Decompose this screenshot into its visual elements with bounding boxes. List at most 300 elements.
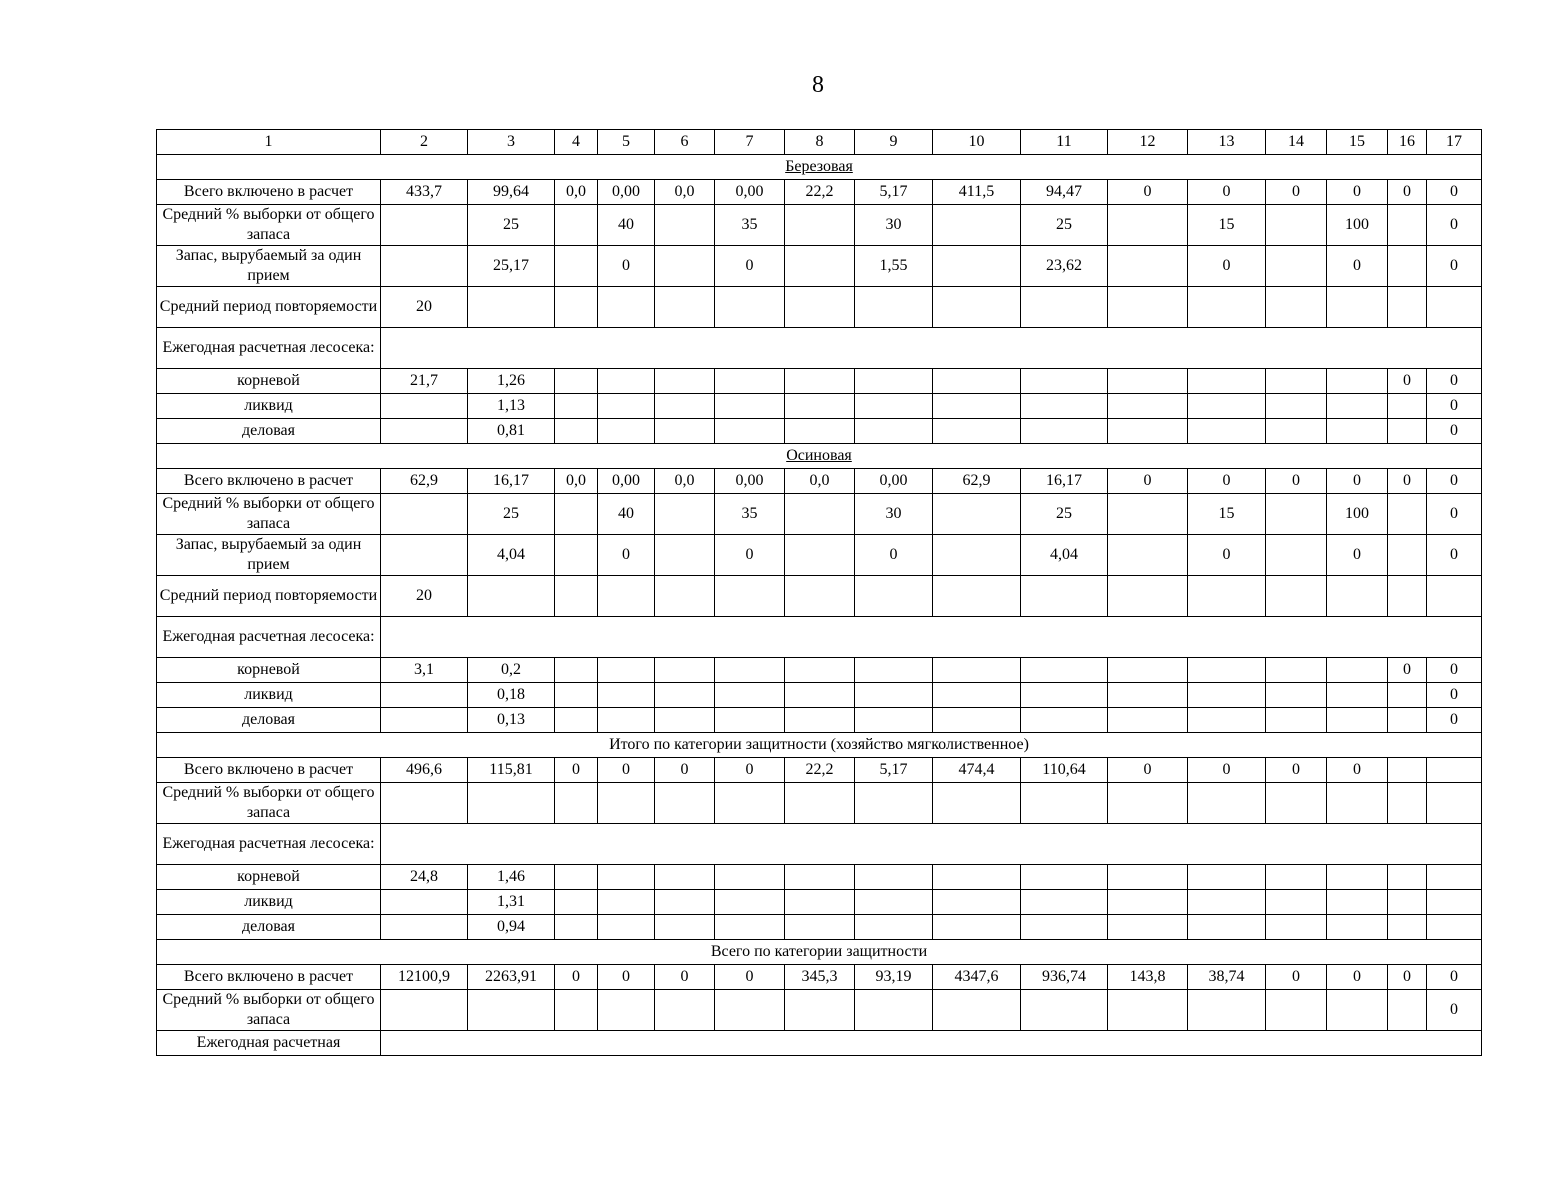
data-cell — [1108, 205, 1188, 246]
data-cell — [855, 783, 933, 824]
data-cell: 25 — [1021, 494, 1108, 535]
data-cell — [855, 890, 933, 915]
row-label: Ежегодная расчетная лесосека: — [157, 328, 381, 369]
data-cell: 5,17 — [855, 180, 933, 205]
data-cell — [1108, 535, 1188, 576]
data-cell — [1188, 990, 1266, 1031]
allowable-cut-table — [156, 129, 1482, 1056]
data-cell — [555, 783, 598, 824]
column-number-cell: 10 — [933, 130, 1021, 155]
data-cell: 0 — [1427, 246, 1482, 287]
data-cell: 0 — [715, 535, 785, 576]
data-cell: 62,9 — [933, 469, 1021, 494]
data-cell — [933, 394, 1021, 419]
data-cell: 100 — [1327, 494, 1388, 535]
data-cell — [715, 783, 785, 824]
data-cell — [1327, 287, 1388, 328]
row-label: деловая — [157, 419, 381, 444]
row-label: Всего включено в расчет — [157, 965, 381, 990]
data-cell: 21,7 — [381, 369, 468, 394]
data-cell: 4,04 — [468, 535, 555, 576]
data-cell — [855, 990, 933, 1031]
data-cell — [1388, 576, 1427, 617]
data-cell — [785, 535, 855, 576]
data-cell: 4,04 — [1021, 535, 1108, 576]
data-cell — [655, 246, 715, 287]
data-cell — [655, 890, 715, 915]
data-cell — [1108, 494, 1188, 535]
data-cell — [855, 287, 933, 328]
data-cell — [785, 915, 855, 940]
data-cell — [381, 683, 468, 708]
data-cell — [655, 494, 715, 535]
data-cell: 0,0 — [655, 180, 715, 205]
data-cell: 16,17 — [468, 469, 555, 494]
section-header-row — [157, 940, 1482, 965]
data-cell — [715, 394, 785, 419]
page-number: 8 — [812, 72, 824, 98]
data-cell: 433,7 — [381, 180, 468, 205]
data-cell — [855, 369, 933, 394]
data-cell — [1188, 915, 1266, 940]
data-cell — [1188, 394, 1266, 419]
data-cell: 1,55 — [855, 246, 933, 287]
row-label: Ежегодная расчетная — [157, 1031, 381, 1056]
data-cell — [381, 915, 468, 940]
data-cell — [1108, 419, 1188, 444]
section-header-row — [157, 155, 1482, 180]
data-cell — [1188, 783, 1266, 824]
data-cell — [598, 658, 655, 683]
data-cell — [381, 205, 468, 246]
data-cell — [1388, 246, 1427, 287]
data-cell — [1021, 865, 1108, 890]
column-number-cell: 7 — [715, 130, 785, 155]
data-cell — [381, 419, 468, 444]
data-cell — [555, 708, 598, 733]
data-cell: 0,0 — [785, 469, 855, 494]
data-cell — [555, 576, 598, 617]
row-label: Средний % выборки от общего запаса — [157, 990, 381, 1031]
data-cell: 936,74 — [1021, 965, 1108, 990]
data-cell — [855, 865, 933, 890]
data-cell — [1021, 287, 1108, 328]
data-cell — [1266, 865, 1327, 890]
data-cell — [1388, 205, 1427, 246]
data-cell: 30 — [855, 494, 933, 535]
data-cell: 0 — [1427, 708, 1482, 733]
data-cell — [1108, 708, 1188, 733]
row-label: ликвид — [157, 394, 381, 419]
data-cell — [1427, 915, 1482, 940]
data-cell — [1108, 990, 1188, 1031]
data-cell — [855, 394, 933, 419]
data-cell — [715, 287, 785, 328]
data-cell — [933, 205, 1021, 246]
data-cell — [1266, 708, 1327, 733]
subheader-row — [157, 824, 1482, 865]
section-header-row — [157, 444, 1482, 469]
section-title: Березовая — [785, 158, 853, 175]
data-cell — [555, 890, 598, 915]
data-cell: 0 — [555, 965, 598, 990]
data-cell: 0 — [1188, 758, 1266, 783]
data-cell — [598, 394, 655, 419]
data-cell: 474,4 — [933, 758, 1021, 783]
row-label: Всего включено в расчет — [157, 180, 381, 205]
data-cell — [785, 783, 855, 824]
data-cell: 0 — [715, 758, 785, 783]
row-label: Всего включено в расчет — [157, 469, 381, 494]
data-cell — [1266, 494, 1327, 535]
data-cell — [1108, 394, 1188, 419]
data-cell — [785, 419, 855, 444]
data-cell — [785, 990, 855, 1031]
data-cell — [1021, 890, 1108, 915]
data-cell: 0 — [1108, 758, 1188, 783]
data-cell: 143,8 — [1108, 965, 1188, 990]
data-cell — [1327, 708, 1388, 733]
data-cell: 38,74 — [1188, 965, 1266, 990]
subheader-row — [157, 1031, 1482, 1056]
data-cell — [785, 683, 855, 708]
data-cell: 0 — [1427, 369, 1482, 394]
data-cell — [468, 287, 555, 328]
data-cell — [381, 990, 468, 1031]
data-cell: 25,17 — [468, 246, 555, 287]
table-row — [157, 990, 1482, 1031]
data-cell — [1427, 783, 1482, 824]
data-cell — [1188, 708, 1266, 733]
data-cell — [1327, 783, 1388, 824]
data-cell: 115,81 — [468, 758, 555, 783]
table-row — [157, 246, 1482, 287]
data-cell — [655, 658, 715, 683]
data-cell: 345,3 — [785, 965, 855, 990]
data-cell — [785, 890, 855, 915]
data-cell: 0 — [715, 246, 785, 287]
table-row — [157, 369, 1482, 394]
data-cell — [785, 246, 855, 287]
data-cell: 0,18 — [468, 683, 555, 708]
data-cell — [1108, 369, 1188, 394]
merged-empty-cell — [381, 328, 1482, 369]
data-cell — [1266, 783, 1327, 824]
data-cell — [715, 658, 785, 683]
data-cell — [1327, 683, 1388, 708]
column-number-cell: 1 — [157, 130, 381, 155]
data-cell — [1388, 890, 1427, 915]
data-cell — [715, 419, 785, 444]
data-cell — [1327, 658, 1388, 683]
data-cell: 0 — [1266, 180, 1327, 205]
row-label: корневой — [157, 658, 381, 683]
data-cell: 0 — [1188, 246, 1266, 287]
data-cell — [1108, 683, 1188, 708]
data-cell: 0,0 — [555, 469, 598, 494]
data-cell: 25 — [468, 494, 555, 535]
data-cell: 0 — [1427, 683, 1482, 708]
section-title-cell — [157, 444, 1482, 469]
data-cell: 3,1 — [381, 658, 468, 683]
data-cell — [933, 783, 1021, 824]
data-cell: 0 — [1427, 494, 1482, 535]
data-cell: 0 — [598, 758, 655, 783]
column-number-cell: 15 — [1327, 130, 1388, 155]
data-cell — [598, 708, 655, 733]
data-cell — [555, 205, 598, 246]
column-number-cell: 6 — [655, 130, 715, 155]
data-cell — [598, 783, 655, 824]
data-cell — [1327, 576, 1388, 617]
data-cell — [933, 990, 1021, 1031]
column-number-cell: 16 — [1388, 130, 1427, 155]
data-cell: 20 — [381, 576, 468, 617]
table-row — [157, 890, 1482, 915]
data-cell — [855, 419, 933, 444]
data-cell — [1266, 205, 1327, 246]
data-cell — [1188, 369, 1266, 394]
data-cell — [785, 287, 855, 328]
data-cell — [555, 535, 598, 576]
section-title: Всего по категории защитности — [710, 943, 928, 960]
data-cell: 0 — [1427, 394, 1482, 419]
data-cell — [1388, 865, 1427, 890]
data-cell — [468, 576, 555, 617]
data-cell — [933, 246, 1021, 287]
data-cell — [785, 865, 855, 890]
row-label: Запас, вырубаемый за один прием — [157, 535, 381, 576]
column-number-cell: 5 — [598, 130, 655, 155]
section-header-row — [157, 733, 1482, 758]
data-cell — [933, 369, 1021, 394]
data-cell: 0 — [1188, 469, 1266, 494]
data-cell — [1108, 865, 1188, 890]
data-cell — [933, 683, 1021, 708]
data-cell: 0 — [1327, 246, 1388, 287]
data-cell: 94,47 — [1021, 180, 1108, 205]
data-cell — [598, 419, 655, 444]
data-cell: 0 — [1327, 469, 1388, 494]
data-cell — [933, 658, 1021, 683]
data-cell — [1427, 865, 1482, 890]
data-cell — [1266, 915, 1327, 940]
data-cell — [1266, 890, 1327, 915]
data-cell: 0 — [598, 965, 655, 990]
data-cell: 0 — [1327, 758, 1388, 783]
data-cell — [381, 708, 468, 733]
data-cell: 100 — [1327, 205, 1388, 246]
data-cell: 0,0 — [555, 180, 598, 205]
data-cell — [785, 708, 855, 733]
data-cell — [933, 865, 1021, 890]
data-cell — [655, 865, 715, 890]
data-cell — [1021, 658, 1108, 683]
table-row — [157, 180, 1482, 205]
data-cell — [655, 287, 715, 328]
table-row — [157, 783, 1482, 824]
column-number-cell: 13 — [1188, 130, 1266, 155]
data-cell — [933, 708, 1021, 733]
data-cell — [1108, 658, 1188, 683]
table-row — [157, 287, 1482, 328]
data-cell — [855, 915, 933, 940]
data-cell: 93,19 — [855, 965, 933, 990]
table-row — [157, 658, 1482, 683]
row-label: корневой — [157, 865, 381, 890]
data-cell: 0 — [1388, 180, 1427, 205]
data-cell: 0 — [655, 965, 715, 990]
data-cell — [1188, 683, 1266, 708]
data-cell — [655, 683, 715, 708]
data-cell: 0 — [555, 758, 598, 783]
data-cell — [715, 865, 785, 890]
data-cell: 0 — [1266, 965, 1327, 990]
data-cell — [1388, 990, 1427, 1031]
data-cell: 15 — [1188, 494, 1266, 535]
row-label: Средний % выборки от общего запаса — [157, 783, 381, 824]
data-cell — [1108, 576, 1188, 617]
section-title-cell — [157, 733, 1482, 758]
data-cell — [1021, 419, 1108, 444]
data-cell — [785, 369, 855, 394]
column-number-cell: 8 — [785, 130, 855, 155]
row-label: Средний % выборки от общего запаса — [157, 494, 381, 535]
column-number-cell: 14 — [1266, 130, 1327, 155]
row-label: Ежегодная расчетная лесосека: — [157, 617, 381, 658]
row-label: Средний период повторяемости — [157, 287, 381, 328]
data-cell — [1388, 915, 1427, 940]
row-label: Средний период повторяемости — [157, 576, 381, 617]
data-cell — [655, 205, 715, 246]
data-cell — [1266, 658, 1327, 683]
data-cell — [655, 394, 715, 419]
data-cell — [785, 658, 855, 683]
column-number-row — [157, 130, 1482, 155]
data-cell — [1388, 394, 1427, 419]
data-cell: 0 — [1108, 180, 1188, 205]
data-cell — [1388, 494, 1427, 535]
data-cell — [1266, 683, 1327, 708]
data-cell — [1388, 287, 1427, 328]
data-cell: 0 — [1427, 205, 1482, 246]
data-cell — [655, 708, 715, 733]
section-title-cell — [157, 155, 1482, 180]
data-cell — [1427, 287, 1482, 328]
data-cell — [855, 658, 933, 683]
data-cell — [1021, 369, 1108, 394]
row-label: ликвид — [157, 683, 381, 708]
data-cell: 0 — [655, 758, 715, 783]
data-cell: 110,64 — [1021, 758, 1108, 783]
data-cell: 40 — [598, 205, 655, 246]
data-cell: 62,9 — [381, 469, 468, 494]
data-cell — [1388, 535, 1427, 576]
row-label: деловая — [157, 708, 381, 733]
table-row — [157, 419, 1482, 444]
data-cell: 0,00 — [855, 469, 933, 494]
data-cell — [1108, 915, 1188, 940]
data-cell: 0 — [1427, 469, 1482, 494]
data-cell — [555, 494, 598, 535]
data-cell: 40 — [598, 494, 655, 535]
data-cell: 0 — [715, 965, 785, 990]
data-cell: 1,31 — [468, 890, 555, 915]
data-cell — [715, 990, 785, 1031]
data-cell: 0 — [1327, 965, 1388, 990]
data-cell: 0,00 — [598, 180, 655, 205]
data-cell: 0 — [1427, 419, 1482, 444]
merged-empty-cell — [381, 824, 1482, 865]
data-cell — [655, 369, 715, 394]
data-cell — [785, 494, 855, 535]
data-cell — [598, 865, 655, 890]
table-row — [157, 683, 1482, 708]
data-cell — [468, 783, 555, 824]
data-cell — [555, 419, 598, 444]
data-cell — [715, 683, 785, 708]
data-cell — [785, 576, 855, 617]
data-cell — [1266, 535, 1327, 576]
data-cell — [555, 394, 598, 419]
data-cell: 496,6 — [381, 758, 468, 783]
data-cell: 0 — [1388, 369, 1427, 394]
data-cell: 0,13 — [468, 708, 555, 733]
data-cell — [715, 890, 785, 915]
data-cell: 20 — [381, 287, 468, 328]
data-cell — [1388, 683, 1427, 708]
data-cell — [555, 865, 598, 890]
data-cell: 4347,6 — [933, 965, 1021, 990]
data-cell — [598, 915, 655, 940]
data-cell — [598, 287, 655, 328]
table-row — [157, 865, 1482, 890]
data-cell — [598, 990, 655, 1031]
data-cell — [1327, 419, 1388, 444]
data-cell — [598, 683, 655, 708]
data-cell — [933, 494, 1021, 535]
table-row — [157, 494, 1482, 535]
data-cell — [1108, 890, 1188, 915]
data-cell — [598, 576, 655, 617]
table-row — [157, 915, 1482, 940]
data-cell — [1188, 865, 1266, 890]
data-cell — [1266, 246, 1327, 287]
row-label: Всего включено в расчет — [157, 758, 381, 783]
data-cell — [555, 915, 598, 940]
data-cell — [1327, 369, 1388, 394]
table-row — [157, 758, 1482, 783]
data-cell — [1327, 890, 1388, 915]
data-cell — [1021, 683, 1108, 708]
data-cell — [1188, 419, 1266, 444]
data-cell: 0 — [1427, 990, 1482, 1031]
data-cell — [1188, 658, 1266, 683]
data-cell — [785, 394, 855, 419]
data-cell: 0 — [1427, 180, 1482, 205]
data-cell: 5,17 — [855, 758, 933, 783]
data-cell: 35 — [715, 494, 785, 535]
data-cell — [1021, 783, 1108, 824]
data-cell: 0 — [1427, 535, 1482, 576]
section-title: Итого по категории защитности (хозяйство мягколиственное) — [609, 736, 1029, 753]
data-cell — [1388, 708, 1427, 733]
data-cell — [555, 287, 598, 328]
data-cell — [1427, 758, 1482, 783]
data-cell — [1266, 369, 1327, 394]
data-cell — [715, 576, 785, 617]
data-cell: 0 — [1327, 180, 1388, 205]
